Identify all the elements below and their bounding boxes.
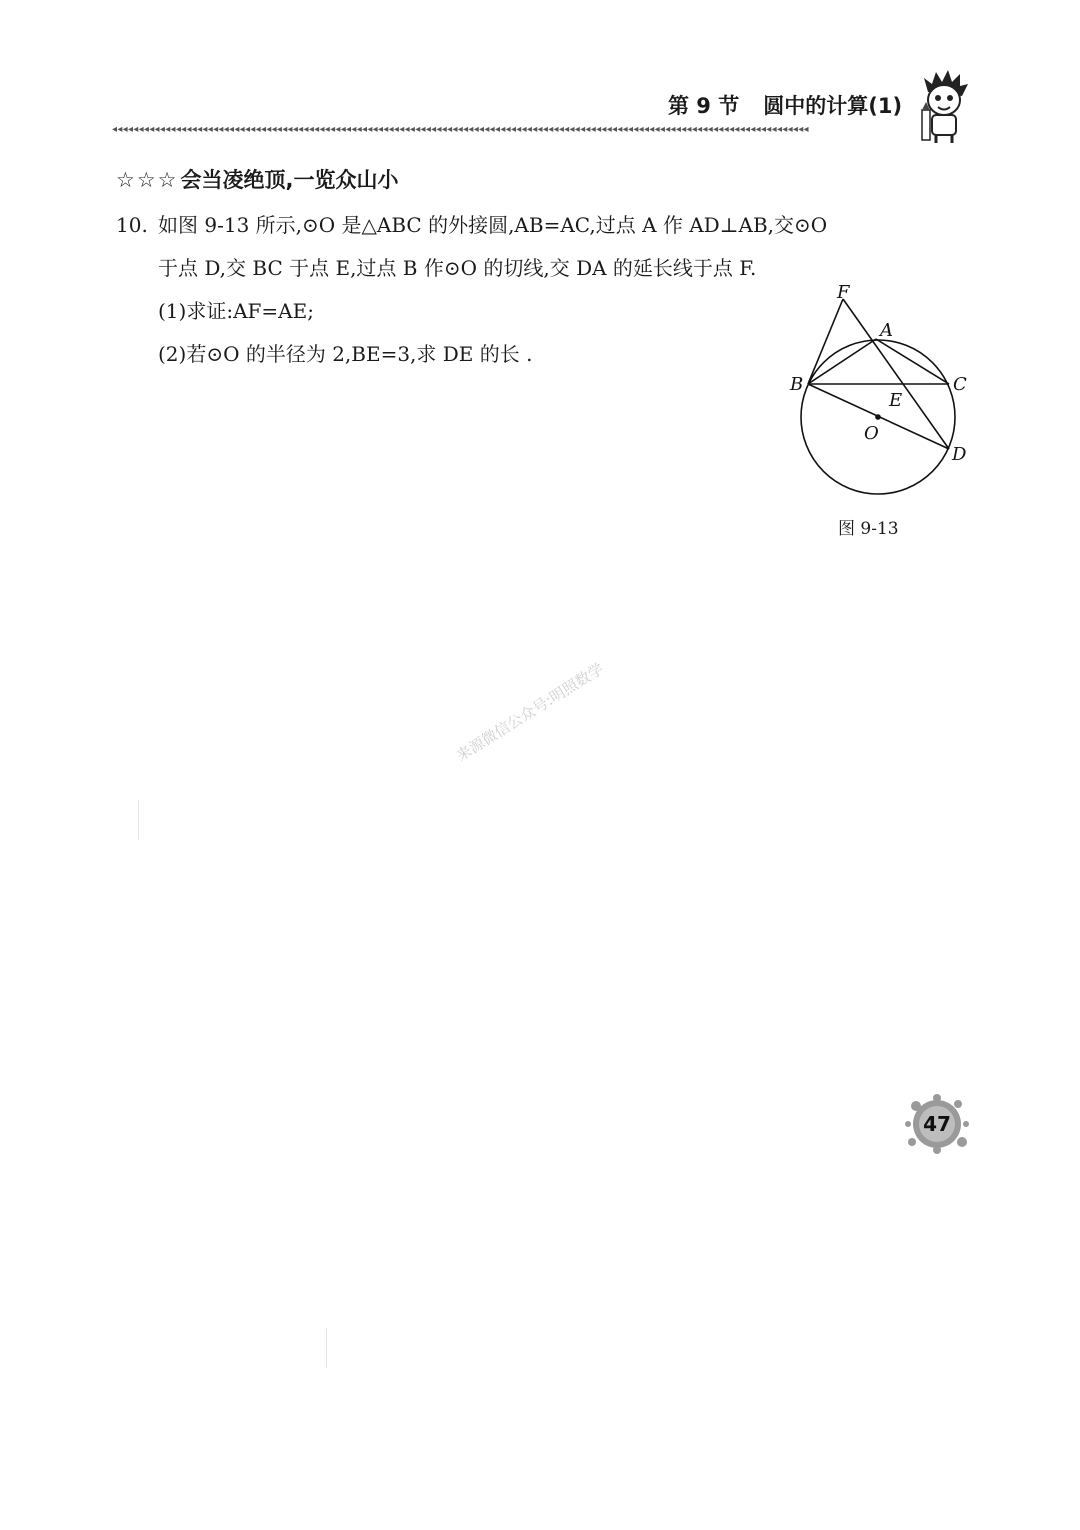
problem-number: 10.	[116, 213, 148, 237]
geometry-figure	[775, 282, 985, 512]
label-c: C	[953, 374, 967, 395]
label-a: A	[880, 320, 893, 341]
scan-line	[326, 1328, 327, 1368]
label-o: O	[864, 423, 879, 444]
watermark: 来源微信公众号:明照数学	[453, 659, 607, 765]
difficulty-stars: ☆☆☆	[116, 168, 179, 192]
scan-line	[138, 800, 139, 840]
boy-mascot-icon	[918, 70, 970, 144]
section-label: 第 9 节	[668, 94, 740, 118]
segment-ba	[808, 339, 876, 384]
header-rule: ◂◂◂◂◂◂◂◂◂◂◂◂◂◂◂◂◂◂◂◂◂◂◂◂◂◂◂◂◂◂◂◂◂◂◂◂◂◂◂◂◂◂◂◂◂◂◂◂◂◂◂◂◂◂◂◂◂◂◂◂◂◂◂◂◂◂◂◂◂◂◂◂◂◂◂◂◂◂◂◂◂◂◂◂◂◂◂◂◂◂◂◂◂◂◂◂◂◂◂◂◂◂◂◂◂◂◂◂◂◂◂◂◂◂◂◂◂◂◂◂◂◂◂◂◂◂◂◂◂◂◂	[112, 124, 809, 135]
label-b: B	[790, 374, 804, 395]
center-point-o	[875, 414, 881, 420]
problem-line-1	[116, 204, 976, 247]
problem-part-1: (1)求证:AF=AE;	[158, 299, 314, 323]
segment-bf	[808, 299, 843, 384]
figure-caption: 图 9-13	[838, 519, 899, 539]
section-heading-text: 会当凌绝顶,一览众山小	[180, 168, 399, 192]
label-d: D	[952, 444, 967, 465]
problem-statement-line1: 如图 9-13 所示,⊙O 是△ABC 的外接圆,AB=AC,过点 A 作 AD⊥AB,交⊙O	[158, 213, 828, 237]
page-header-title	[668, 90, 918, 120]
problem-part-2: (2)若⊙O 的半径为 2,BE=3,求 DE 的长 .	[158, 342, 533, 366]
page-number: 47	[923, 1112, 951, 1136]
label-e: E	[889, 390, 903, 411]
section-heading	[116, 164, 398, 194]
section-title: 圆中的计算(1)	[763, 94, 903, 118]
label-f: F	[837, 282, 850, 303]
problem-statement-line2: 于点 D,交 BC 于点 E,过点 B 作⊙O 的切线,交 DA 的延长线于点 F.	[158, 256, 757, 280]
